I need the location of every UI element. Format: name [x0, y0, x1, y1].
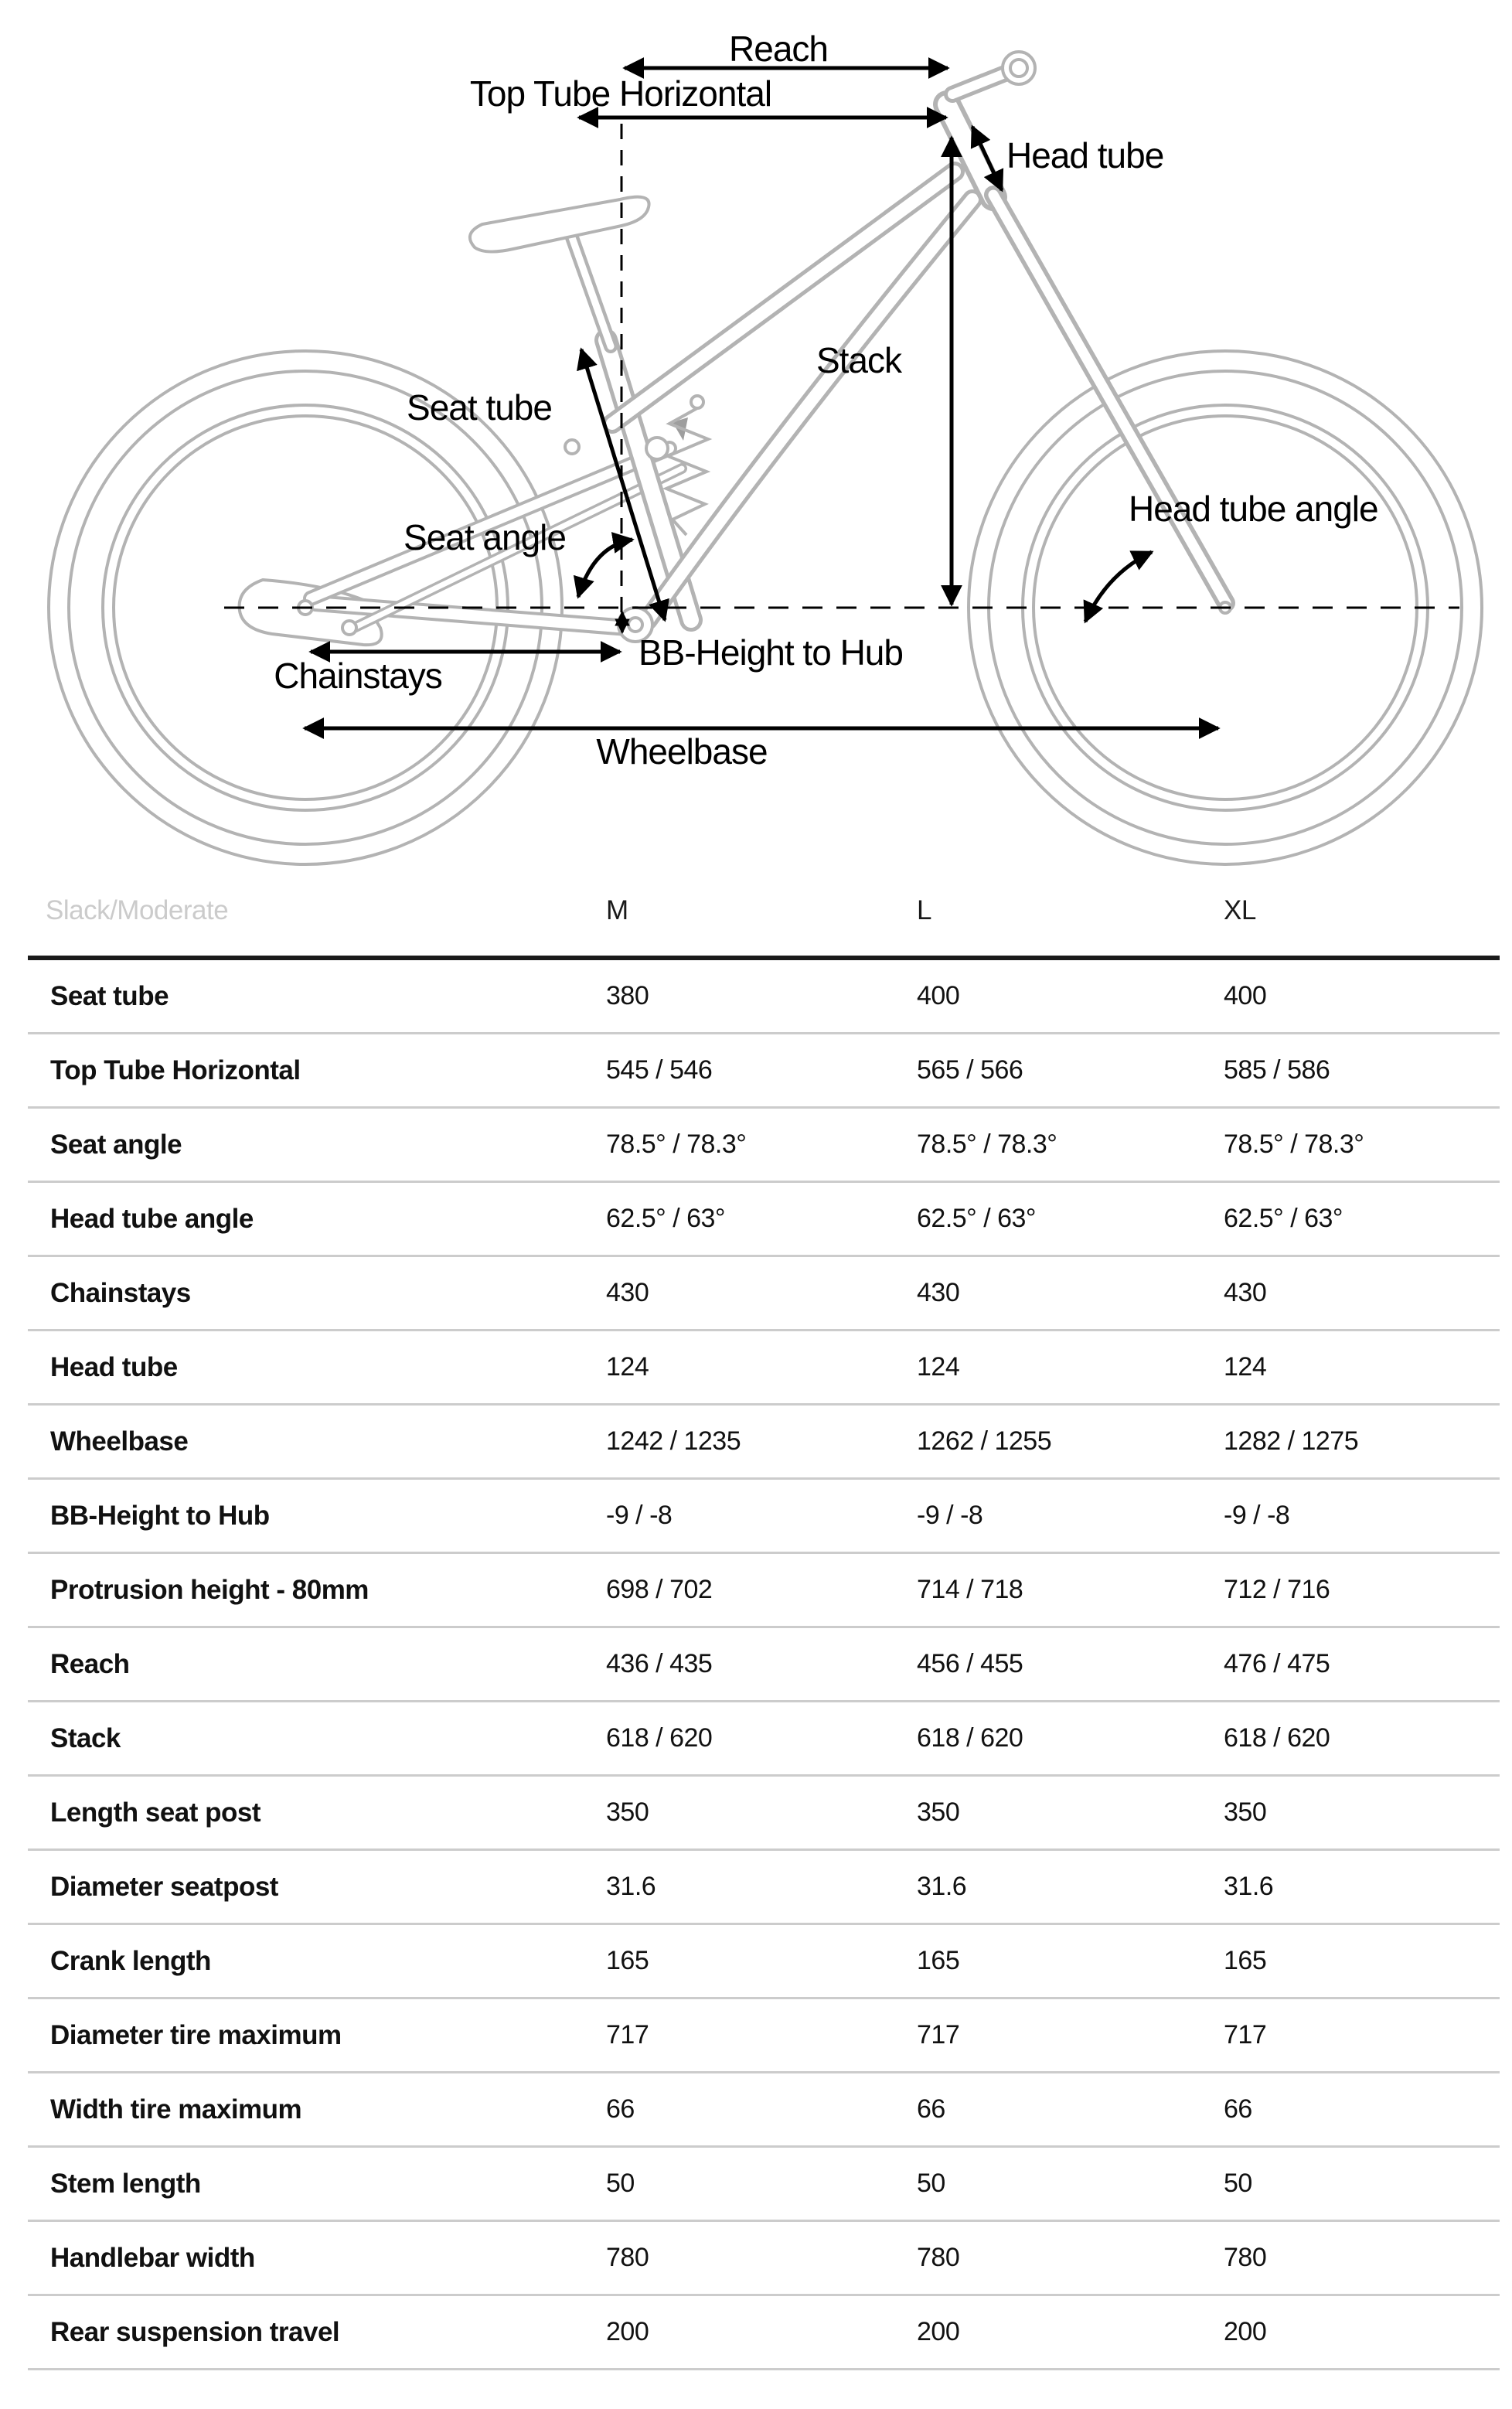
- row-value-l: 400: [917, 981, 960, 1010]
- row-value-l: 456 / 455: [917, 1649, 1023, 1678]
- shock-eye: [691, 396, 703, 408]
- row-label: Stack: [50, 1722, 121, 1753]
- row-value-m: 430: [606, 1278, 649, 1307]
- bb-height-to-hub-label: BB-Height to Hub: [639, 632, 903, 673]
- bike-diagram-svg: [0, 0, 1512, 866]
- row-value-xl: 50: [1224, 2169, 1252, 2198]
- row-value-m: 78.5° / 78.3°: [606, 1130, 747, 1159]
- column-header-l: L: [917, 895, 931, 925]
- row-value-xl: 717: [1224, 2020, 1267, 2050]
- seat-tube-label: Seat tube: [407, 387, 552, 428]
- row-label: Rear suspension travel: [50, 2316, 340, 2347]
- row-label: Head tube: [50, 1351, 178, 1382]
- row-value-l: 124: [917, 1352, 960, 1382]
- row-value-m: 717: [606, 2020, 649, 2050]
- row-value-xl: 1282 / 1275: [1224, 1426, 1359, 1456]
- row-value-m: 698 / 702: [606, 1575, 713, 1604]
- row-value-xl: 618 / 620: [1224, 1723, 1330, 1753]
- row-label: Length seat post: [50, 1797, 261, 1828]
- seat-angle-label: Seat angle: [404, 517, 566, 557]
- table-row: [28, 2296, 1500, 2370]
- row-value-m: 436 / 435: [606, 1649, 713, 1678]
- geometry-table-body: [28, 960, 1500, 2370]
- row-value-xl: 31.6: [1224, 1872, 1274, 1901]
- row-value-xl: 66: [1224, 2094, 1252, 2124]
- row-value-xl: 476 / 475: [1224, 1649, 1330, 1678]
- row-value-m: 31.6: [606, 1872, 656, 1901]
- head-tube-label: Head tube: [1006, 135, 1164, 175]
- pivot-rocker: [646, 438, 668, 459]
- row-value-l: 78.5° / 78.3°: [917, 1130, 1057, 1159]
- row-value-m: 618 / 620: [606, 1723, 713, 1753]
- row-value-m: 66: [606, 2094, 635, 2124]
- row-value-l: 717: [917, 2020, 960, 2050]
- row-label: Handlebar width: [50, 2242, 255, 2273]
- row-label: Crank length: [50, 1945, 211, 1976]
- row-value-xl: 165: [1224, 1946, 1267, 1975]
- row-label: BB-Height to Hub: [50, 1500, 270, 1531]
- geometry-table: [28, 866, 1500, 2370]
- row-value-m: 380: [606, 981, 649, 1010]
- row-value-xl: 62.5° / 63°: [1224, 1204, 1343, 1233]
- top-tube-horizontal-label: Top Tube Horizontal: [469, 73, 772, 114]
- table-row: [28, 2222, 1500, 2296]
- row-value-l: 430: [917, 1278, 960, 1307]
- row-value-xl: 430: [1224, 1278, 1267, 1307]
- geometry-table-header: [28, 866, 1500, 960]
- row-value-xl: 712 / 716: [1224, 1575, 1330, 1604]
- pivot-stay: [565, 440, 579, 454]
- row-value-m: 200: [606, 2317, 649, 2346]
- row-value-l: 62.5° / 63°: [917, 1204, 1037, 1233]
- table-row: [28, 1554, 1500, 1628]
- stack-label: Stack: [816, 340, 902, 380]
- table-row: [28, 2073, 1500, 2148]
- row-label: Diameter tire maximum: [50, 2019, 342, 2050]
- row-value-m: 545 / 546: [606, 1055, 713, 1085]
- row-value-m: 780: [606, 2243, 649, 2272]
- row-value-xl: 78.5° / 78.3°: [1224, 1130, 1364, 1159]
- row-value-l: 714 / 718: [917, 1575, 1023, 1604]
- table-row: [28, 960, 1500, 1034]
- row-label: Seat tube: [50, 980, 169, 1011]
- row-label: Chainstays: [50, 1277, 191, 1308]
- row-value-l: 66: [917, 2094, 945, 2124]
- table-row: [28, 1034, 1500, 1109]
- row-value-m: 124: [606, 1352, 649, 1382]
- row-value-xl: 350: [1224, 1797, 1267, 1827]
- table-row: [28, 1702, 1500, 1777]
- table-row: [28, 1183, 1500, 1257]
- row-label: Wheelbase: [50, 1426, 189, 1457]
- table-row: [28, 1777, 1500, 1851]
- row-value-m: 1242 / 1235: [606, 1426, 741, 1456]
- wheelbase-label: Wheelbase: [596, 731, 768, 772]
- chainstays-label: Chainstays: [274, 656, 442, 696]
- column-header-m: M: [606, 895, 628, 925]
- row-value-l: 565 / 566: [917, 1055, 1023, 1085]
- row-value-l: 350: [917, 1797, 960, 1827]
- row-label: Reach: [50, 1648, 130, 1679]
- row-value-l: 165: [917, 1946, 960, 1975]
- row-label: Protrusion height - 80mm: [50, 1574, 369, 1605]
- table-row: [28, 1628, 1500, 1702]
- row-value-l: 618 / 620: [917, 1723, 1023, 1753]
- row-value-m: 62.5° / 63°: [606, 1204, 726, 1233]
- row-value-m: 50: [606, 2169, 635, 2198]
- table-row: [28, 1109, 1500, 1183]
- table-row: [28, 1257, 1500, 1331]
- row-value-l: 780: [917, 2243, 960, 2272]
- row-label: Top Tube Horizontal: [50, 1055, 301, 1085]
- row-value-m: 165: [606, 1946, 649, 1975]
- table-row: [28, 1480, 1500, 1554]
- reach-label: Reach: [729, 29, 828, 69]
- table-row: [28, 2148, 1500, 2222]
- head-tube-angle-label: Head tube angle: [1129, 489, 1378, 529]
- table-row: [28, 1406, 1500, 1480]
- table-row: [28, 1999, 1500, 2073]
- bottom-bracket: [628, 618, 642, 632]
- row-value-xl: 124: [1224, 1352, 1267, 1382]
- table-row: [28, 1851, 1500, 1925]
- bike-geometry-diagram: [0, 0, 1512, 866]
- row-value-xl: 780: [1224, 2243, 1267, 2272]
- row-label: Seat angle: [50, 1129, 182, 1160]
- row-value-l: 31.6: [917, 1872, 967, 1901]
- row-value-xl: 585 / 586: [1224, 1055, 1330, 1085]
- column-header-xl: XL: [1224, 895, 1256, 925]
- row-value-l: 1262 / 1255: [917, 1426, 1052, 1456]
- row-label: Head tube angle: [50, 1203, 254, 1234]
- row-label: Stem length: [50, 2168, 201, 2199]
- geometry-variant-label: Slack/Moderate: [46, 895, 229, 925]
- row-value-xl: -9 / -8: [1224, 1501, 1290, 1530]
- pivot-lower: [342, 621, 356, 635]
- row-value-xl: 200: [1224, 2317, 1267, 2346]
- table-row: [28, 1925, 1500, 1999]
- row-label: Width tire maximum: [50, 2094, 302, 2124]
- row-value-l: 200: [917, 2317, 960, 2346]
- row-value-l: -9 / -8: [917, 1501, 983, 1530]
- row-label: Diameter seatpost: [50, 1871, 278, 1902]
- row-value-xl: 400: [1224, 981, 1267, 1010]
- row-value-m: -9 / -8: [606, 1501, 673, 1530]
- seat-angle-arc: [578, 540, 632, 597]
- head-tube-angle-arc: [1085, 552, 1152, 622]
- table-row: [28, 1331, 1500, 1406]
- row-value-l: 50: [917, 2169, 945, 2198]
- row-value-m: 350: [606, 1797, 649, 1827]
